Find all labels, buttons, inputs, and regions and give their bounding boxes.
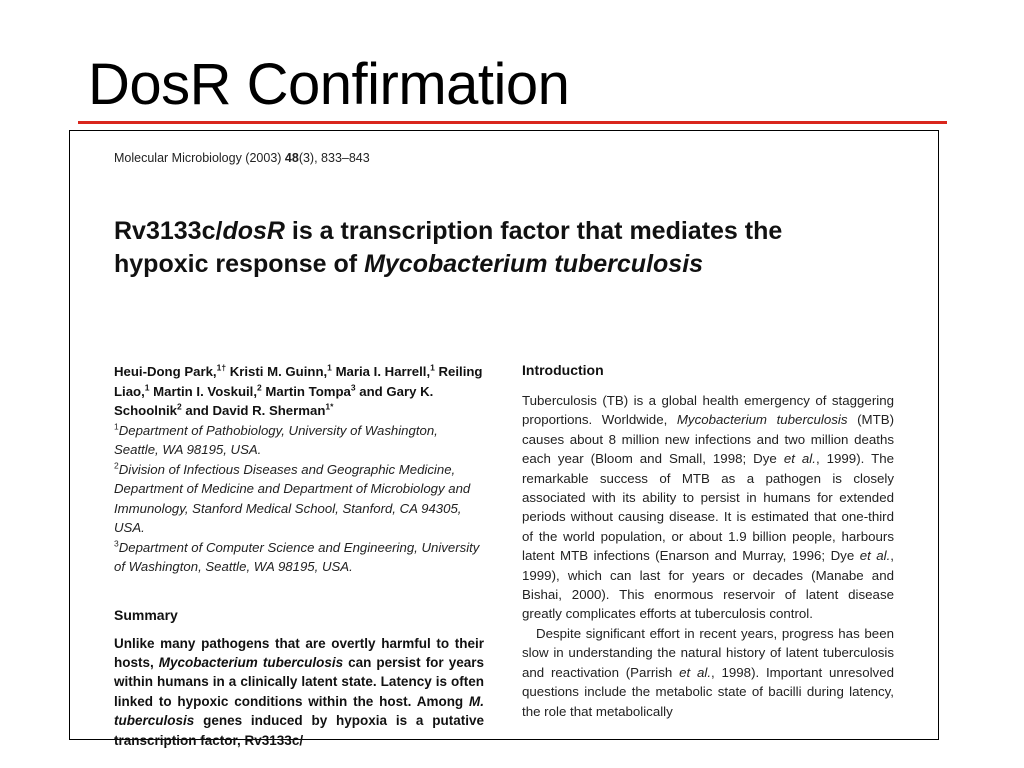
author: Reiling Liao, [114, 364, 483, 399]
author: Maria I. Harrell, [331, 364, 431, 379]
title-line2: hypoxic response of [114, 250, 365, 278]
intro-paragraph-1: Tuberculosis (TB) is a global health emergency of staggering proportions. Worldwide, Mycobacterium tuberculosis (MTB) causes about 8 million new infections and two million deaths each year (Bloom and Small, 1998; Dye et al., 1999). The remarkable success of MTB as a pathogen is closely associated with its ability to persist in humans for extended periods without causing disease. It is estimated that one-third of the world population, or about 1.9 billion people, harbours latent MTB infections (Enarson and Murray, 1996; Dye et al., 1999), which can last for years or decades (Manabe and Bishai, 2000). This enormous reservoir of latent disease greatly complicates efforts at tuberculosis control. [522, 393, 894, 622]
summary-text: Unlike many pathogens that are overtly harmful to their hosts, Mycobacterium tuberculosis can persist for years within humans in a clinically latent state. Latency is often linked to hypoxic conditions within the host. Among M. tuberculosis genes induced by hypoxia is a putative transcription factor, Rv3133c/ [114, 635, 484, 748]
affiliation: $^1$Department of Pathobiology, University of Washington, Seattle, WA 98195, USA. [114, 421, 438, 457]
journal-name: Molecular Microbiology (2003) [114, 151, 285, 165]
title-gene-italic: dosR [222, 217, 285, 245]
left-column [114, 362, 484, 750]
author: Kristi M. Guinn, [226, 364, 328, 379]
introduction-heading: Introduction [522, 362, 604, 378]
author: Martin Tompa [261, 383, 351, 399]
author-list: Heui-Dong Park,$^{1\dagger}$ Kristi M. Guinn,$^1$ Maria I. Harrell,$^1$ Reiling Liao,$^1$ Martin I. Voskuil,$^2$ Martin Tompa$^3$ and Gary K. Schoolnik$^2$ and David R. Sherman$^{1*}$ [114, 362, 483, 418]
author: and Gary K. Schoolnik [114, 383, 434, 418]
introduction-text [522, 391, 894, 721]
journal-pages: (3), 833–843 [298, 151, 370, 165]
paper-image-frame [69, 130, 939, 748]
article-title [114, 215, 914, 281]
affiliation: $^3$Department of Computer Science and Engineering, University of Washington, Seattle, WA 98195, USA. [114, 538, 480, 574]
right-column [522, 362, 894, 721]
slide-title: DosR Confirmation [88, 52, 570, 117]
title-line1-rest: is a transcription factor that mediates the [284, 217, 783, 245]
author: and David R. Sherman [181, 403, 326, 418]
affiliation: $^2$Division of Infectious Diseases and Geographic Medicine, Department of Medicine and Department of Microbiology and Immunology, Stanford Medical School, Stanford, CA 94305, USA. [114, 460, 471, 535]
intro-paragraph-2: Despite significant effort in recent years, progress has been slow in understanding the natural history of latent tuberculosis and reactivation (Parrish et al., 1998). Important unresolved questions include the metabolic state of bacilli during latency, the role that metabolically [522, 625, 894, 719]
author: Martin I. Voskuil, [149, 383, 257, 399]
journal-citation [114, 151, 370, 165]
journal-volume: 48 [284, 151, 299, 165]
title-underline [78, 121, 947, 124]
title-gene: Rv3133c/ [114, 217, 223, 245]
summary-heading: Summary [114, 606, 178, 623]
author: Heui-Dong Park, [114, 364, 217, 379]
title-organism: Mycobacterium tuberculosis [364, 250, 704, 278]
